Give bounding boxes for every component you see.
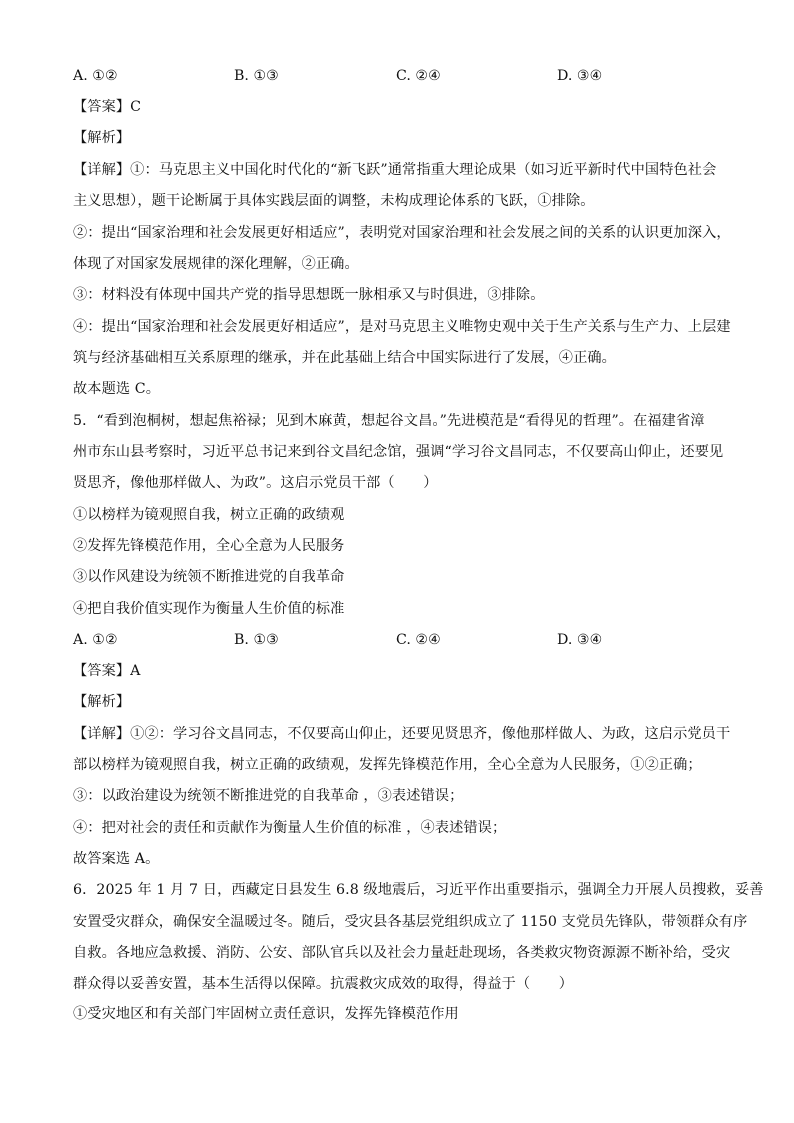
q5-option-b: B. ①③: [234, 632, 279, 648]
q4-detail-line: ④：提出“国家治理和社会发展更好相适应”，是对马克思主义唯物史观中关于生产关系与生产力、上层建: [73, 319, 731, 335]
q5-option-a: A. ①②: [73, 632, 118, 648]
q5-statement-1: ①以榜样为镜观照自我，树立正确的政绩观: [73, 507, 345, 523]
q5-detail-line: 【详解】①②：学习谷文昌同志，不仅要高山仰止，还要见贤思齐，像他那样做人、为政，这启示党员干: [73, 726, 731, 742]
q6-statement-1: ①受灾地区和有关部门牢固树立责任意识，发挥先锋模范作用: [73, 1006, 459, 1022]
q4-detail-line: ③：材料没有体现中国共产党的指导思想既一脉相承又与时俱进，③排除。: [73, 287, 545, 303]
q5-option-d: D. ③④: [557, 632, 603, 648]
q5-option-c: C. ②④: [396, 632, 441, 648]
q4-detail-line: ②：提出“国家治理和社会发展更好相适应”，表明党对国家治理和社会发展之间的关系的认识更加深入，: [73, 225, 731, 241]
q4-analysis-label: 【解析】: [73, 130, 131, 146]
q4-option-b: B. ①③: [234, 68, 279, 84]
q5-statement-4: ④把自我价值实现作为衡量人生价值的标准: [73, 601, 345, 617]
q5-conclusion: 故答案选 A。: [73, 851, 160, 867]
q5-detail-line: ④：把对社会的责任和贡献作为衡量人生价值的标准 ，④表述错误；: [73, 820, 507, 836]
q6-stem-line: 安置受灾群众，确保安全温暖过冬。随后，受灾县各基层党组织成立了 1150 支党员先锋队，带领群众有序: [73, 914, 748, 930]
q4-answer: 【答案】C: [73, 99, 142, 115]
q4-detail-line: 筑与经济基础相互关系原理的继承，并在此基础上结合中国实际进行了发展，④正确。: [73, 350, 616, 366]
q6-stem-line: 6．2025 年 1 月 7 日，西藏定日县发生 6.8 级地震后，习近平作出重要指示，强调全力开展人员搜救，妥善: [73, 882, 764, 898]
q5-detail-line: ③：以政治建设为统领不断推进党的自我革命 ，③表述错误；: [73, 788, 464, 804]
q5-detail-line: 部以榜样为镜观照自我，树立正确的政绩观，发挥先锋模范作用，全心全意为人民服务，①②正确；: [73, 757, 702, 773]
q4-conclusion: 故本题选 C。: [73, 381, 161, 397]
q5-statement-2: ②发挥先锋模范作用，全心全意为人民服务: [73, 538, 345, 554]
q5-analysis-label: 【解析】: [73, 694, 131, 710]
q6-stem-line: 群众得以妥善安置，基本生活得以保障。抗震救灾成效的取得，得益于（ ）: [73, 976, 574, 992]
q4-option-c: C. ②④: [396, 68, 441, 84]
q5-stem-line: 贤思齐，像他那样做人、为政”。这启示党员干部（ ）: [73, 475, 438, 491]
q5-statement-3: ③以作风建设为统领不断推进党的自我革命: [73, 569, 345, 585]
q4-detail-line: 体现了对国家发展规律的深化理解，②正确。: [73, 256, 359, 272]
q4-option-d: D. ③④: [557, 68, 603, 84]
q4-option-a: A. ①②: [73, 68, 118, 84]
q5-stem-line: 5．“看到泡桐树，想起焦裕禄；见到木麻黄，想起谷文昌。”先进模范是“看得见的哲理”。在福建省漳: [73, 413, 705, 429]
q6-stem-line: 自救。各地应急救援、消防、公安、部队官兵以及社会力量赶赴现场，各类救灾物资源源不断补给，受灾: [73, 945, 731, 961]
q4-detail-line: 主义思想），题干论断属于具体实践层面的调整，未构成理论体系的飞跃，①排除。: [73, 193, 595, 209]
q5-stem-line: 州市东山县考察时，习近平总书记来到谷文昌纪念馆，强调“学习谷文昌同志，不仅要高山仰止，还要见: [73, 444, 724, 460]
q5-answer: 【答案】A: [73, 663, 141, 679]
q4-detail-line: 【详解】①：马克思主义中国化时代化的“新飞跃”通常指重大理论成果（如习近平新时代中国特色社会: [73, 162, 717, 178]
